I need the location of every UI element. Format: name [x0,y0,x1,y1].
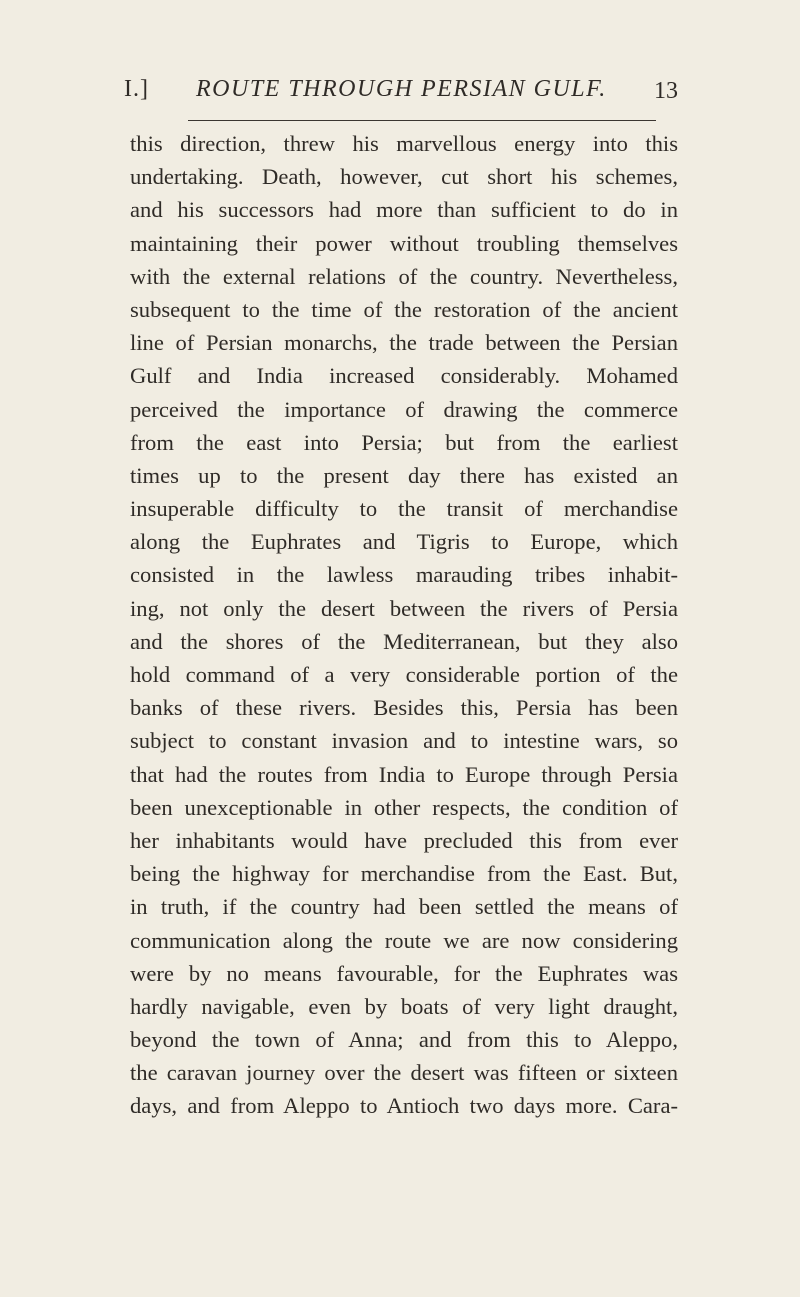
text-line: banks of these rivers. Besides this, Persia has been [130,695,678,721]
text-line: consisted in the lawless marauding tribes inhabit- [130,562,678,588]
text-line: communication along the route we are now considering [130,927,678,953]
text-line: times up to the present day there has existed an [130,462,678,488]
text-line: ing, not only the desert between the rivers of Persia [130,595,678,621]
text-line: were by no means favourable, for the Euphrates was [130,960,678,986]
text-line: days, and from Aleppo to Antioch two days more. Cara- [130,1093,678,1119]
text-line: perceived the importance of drawing the commerce [130,396,678,422]
text-line: insuperable difficulty to the transit of merchandise [130,496,678,522]
running-head [0,76,800,116]
text-line: beyond the town of Anna; and from this to Aleppo, [130,1027,678,1053]
text-line: hardly navigable, even by boats of very light draught, [130,993,678,1019]
running-title: ROUTE THROUGH PERSIAN GULF. [196,76,607,102]
header-rule [188,120,656,121]
text-line: from the east into Persia; but from the earliest [130,429,678,455]
body-text [130,127,678,1123]
text-line: that had the routes from India to Europe through Persia [130,761,678,787]
chapter-number: I.] [124,76,149,102]
text-line: the caravan journey over the desert was fifteen or sixteen [130,1060,678,1086]
text-line: Gulf and India increased considerably. Mohamed [130,363,678,389]
text-line: being the highway for merchandise from the East. But, [130,861,678,887]
text-line: hold command of a very considerable portion of the [130,662,678,687]
text-line: been unexceptionable in other respects, the condition of [130,794,678,820]
text-line: and his successors had more than sufficient to do in [130,197,678,223]
text-line: maintaining their power without troubling themselves [130,230,678,256]
page-number: 13 [654,78,678,104]
text-line: subject to constant invasion and to intestine wars, so [130,728,678,754]
text-line: this direction, threw his marvellous energy into this [130,131,678,156]
text-line: line of Persian monarchs, the trade between the Persian [130,330,678,356]
text-line: undertaking. Death, however, cut short his schemes, [130,164,678,190]
text-line: subsequent to the time of the restoration of the ancient [130,296,678,322]
text-line: and the shores of the Mediterranean, but they also [130,628,678,654]
text-line: along the Euphrates and Tigris to Europe, which [130,529,678,555]
text-line: in truth, if the country had been settled the means of [130,894,678,920]
text-line: her inhabitants would have precluded this from ever [130,827,678,853]
text-line: with the external relations of the country. Nevertheless, [130,263,678,289]
